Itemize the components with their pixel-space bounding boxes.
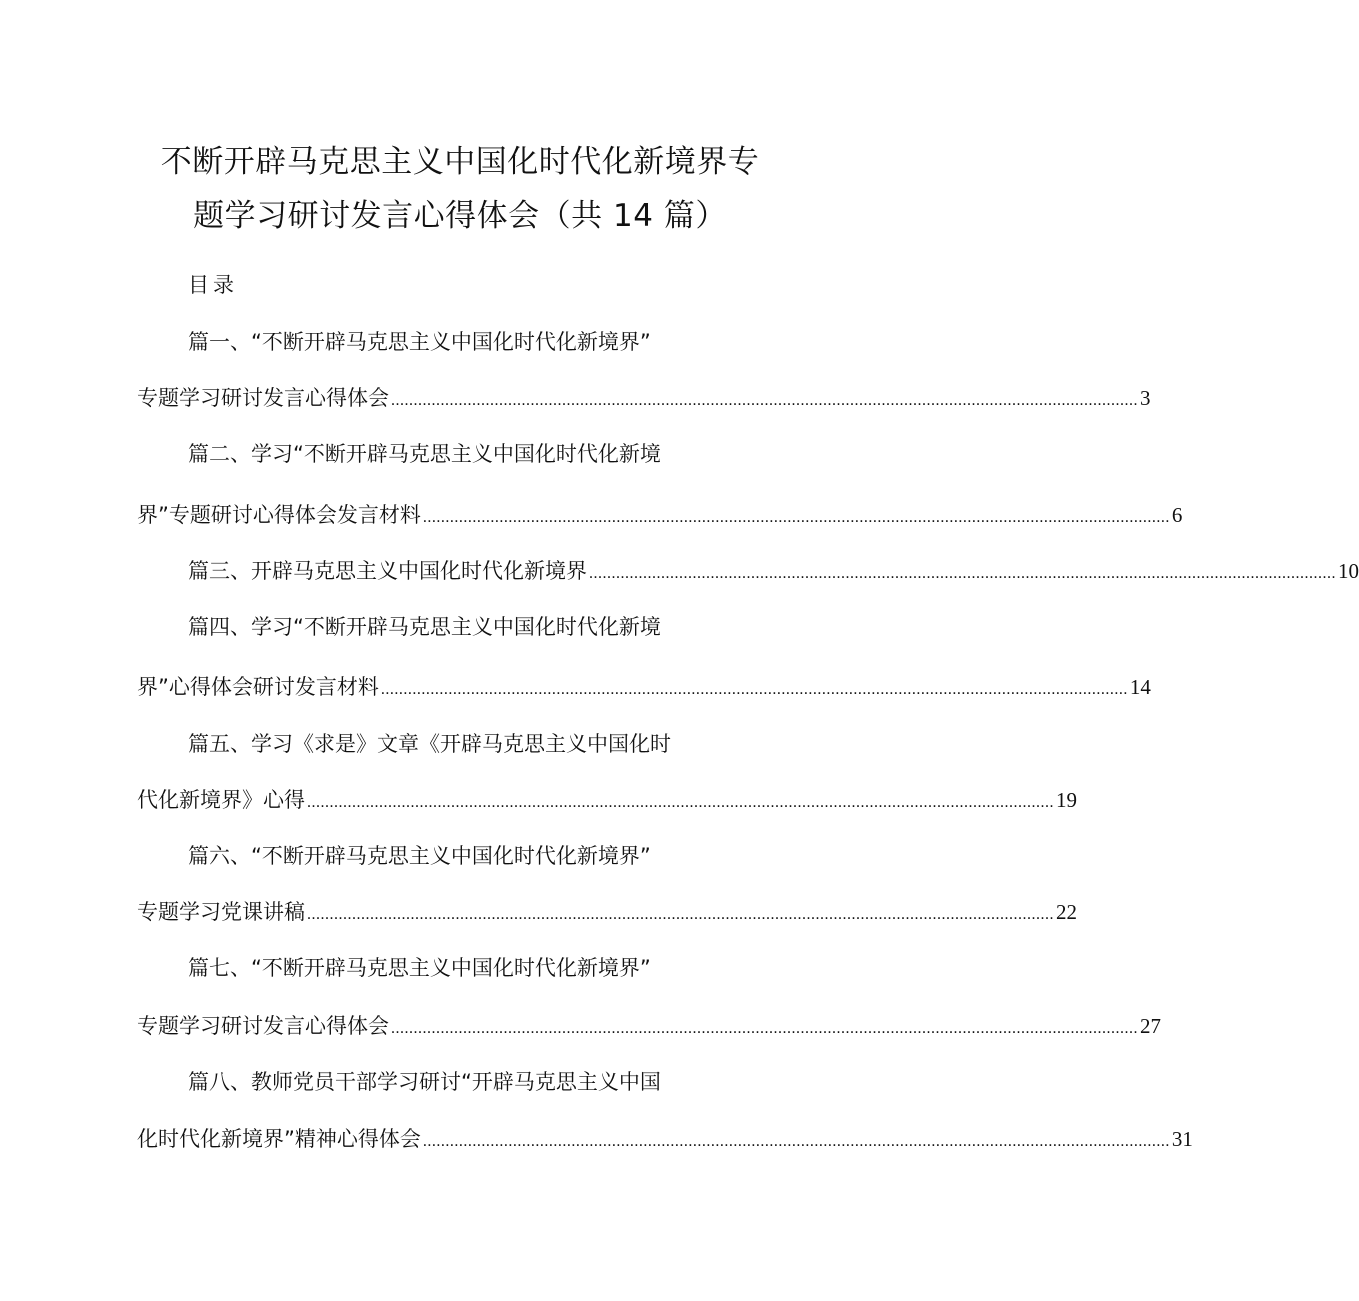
toc-entry-6-line-1: 篇六、“不断开辟马克思主义中国化时代化新境界” — [188, 844, 651, 868]
toc-entry-4-line-2[interactable] — [137, 672, 1151, 705]
toc-entry-text: 篇三、开辟马克思主义中国化时代化新境界 — [188, 559, 587, 583]
toc-entry-4-line-1: 篇四、学习“不断开辟马克思主义中国化时代化新境 — [188, 615, 661, 639]
toc-heading: 目录 — [188, 273, 238, 297]
toc-page-number: 22 — [1056, 900, 1077, 924]
toc-entry-2-line-1: 篇二、学习“不断开辟马克思主义中国化时代化新境 — [188, 442, 661, 466]
dot-leader: ...................................................................................................................................................................... — [391, 392, 1138, 409]
toc-page-number: 19 — [1056, 788, 1077, 812]
dot-leader: ...................................................................................................................................................................... — [422, 509, 1170, 526]
dot-leader: ...................................................................................................................................................................... — [307, 794, 1054, 811]
toc-entry-text: 专题学习研讨发言心得体会 — [137, 1014, 389, 1038]
dot-leader: ...................................................................................................................................................................... — [307, 906, 1054, 923]
document-title-line-2: 题学习研讨发言心得体会（共 14 篇） — [193, 198, 727, 234]
toc-entry-2-line-2[interactable] — [137, 500, 1183, 533]
toc-entry-5-line-1: 篇五、学习《求是》文章《开辟马克思主义中国化时 — [188, 732, 671, 756]
toc-page-number: 14 — [1129, 675, 1151, 699]
toc-entry-8-line-2[interactable] — [137, 1124, 1193, 1157]
toc-page-number: 27 — [1140, 1014, 1161, 1038]
toc-entry-text: 代化新境界》心得 — [137, 788, 305, 812]
toc-entry-7-line-2[interactable] — [137, 1011, 1161, 1044]
toc-entry-text: 专题学习研讨发言心得体会 — [137, 386, 389, 410]
toc-page-number: 3 — [1140, 386, 1151, 410]
document-title-line-1: 不断开辟马克思主义中国化时代化新境界专 — [160, 144, 760, 180]
dot-leader: ...................................................................................................................................................................... — [380, 681, 1128, 698]
toc-page-number: 10 — [1338, 559, 1359, 583]
toc-page-number: 31 — [1171, 1127, 1193, 1151]
toc-entry-1-line-2[interactable] — [137, 383, 1151, 416]
toc-entry-5-line-2[interactable] — [137, 785, 1077, 818]
toc-entry-text: 专题学习党课讲稿 — [137, 900, 305, 924]
toc-entry-6-line-2[interactable] — [137, 897, 1077, 930]
toc-entry-3-line-1[interactable] — [188, 556, 1359, 589]
toc-entry-text: 化时代化新境界”精神心得体会 — [137, 1127, 421, 1151]
dot-leader: ...................................................................................................................................................................... — [422, 1133, 1170, 1150]
toc-entry-7-line-1: 篇七、“不断开辟马克思主义中国化时代化新境界” — [188, 956, 651, 980]
dot-leader: ...................................................................................................................................................................... — [391, 1020, 1138, 1037]
toc-entry-text: 界”专题研讨心得体会发言材料 — [137, 503, 421, 527]
dot-leader: ...................................................................................................................................................................... — [589, 565, 1336, 582]
toc-entry-8-line-1: 篇八、教师党员干部学习研讨“开辟马克思主义中国 — [188, 1070, 661, 1094]
toc-entry-text: 界”心得体会研讨发言材料 — [137, 675, 379, 699]
toc-page-number: 6 — [1171, 503, 1183, 527]
toc-entry-1-line-1: 篇一、“不断开辟马克思主义中国化时代化新境界” — [188, 330, 651, 354]
